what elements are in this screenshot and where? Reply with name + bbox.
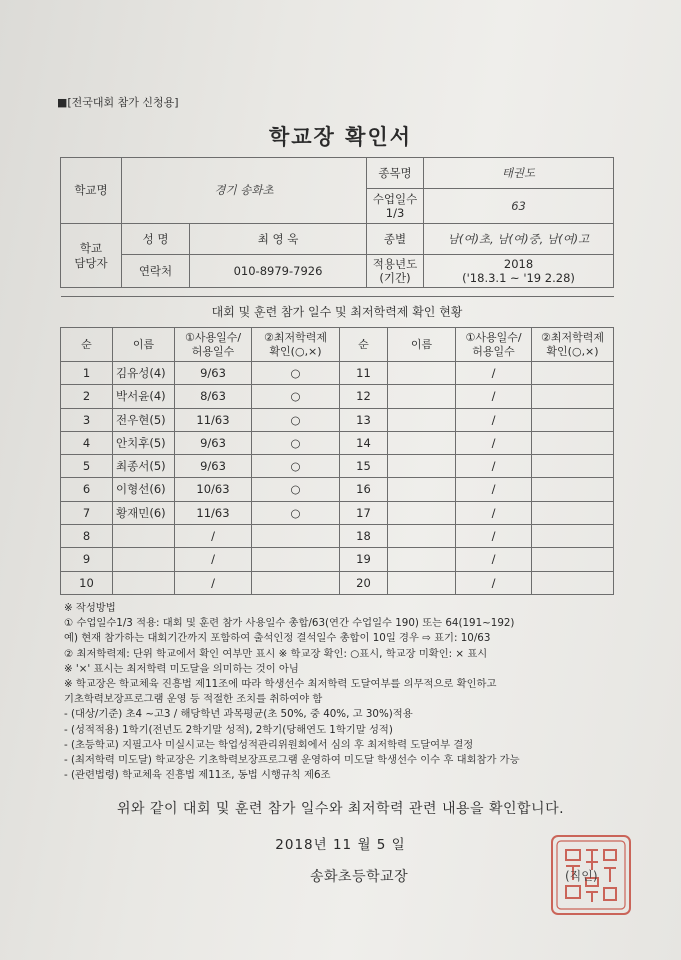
row-check — [252, 571, 340, 594]
manager-label-line2: 담당자 — [74, 255, 108, 270]
period-label — [367, 255, 424, 288]
row-check-2 — [532, 525, 614, 548]
note-line: ② 최저학력제: 단위 학교에서 확인 여부만 표시 ※ 학교장 확인: ○표시, 학교장 미확인: × 표시 — [64, 647, 488, 660]
table-row — [61, 431, 614, 454]
row-no: 1 — [61, 362, 113, 385]
row-name: 최종서(5) — [113, 455, 175, 478]
row-check: ○ — [252, 455, 340, 478]
row-no-2: 13 — [340, 408, 388, 431]
col-name: 이름 — [113, 328, 175, 362]
period-label-line2: (기간) — [379, 271, 411, 285]
row-no-2: 19 — [340, 548, 388, 571]
row-days-2: / — [456, 408, 532, 431]
table-row — [61, 478, 614, 501]
row-days: 11/63 — [175, 501, 252, 524]
note-line: - (성적적용) 1학기(전년도 2학기말 성적), 2학기(당해연도 1학기말 성적) — [64, 723, 393, 736]
table-row — [61, 571, 614, 594]
col-check-2-line2: 확인(○,×) — [546, 344, 599, 358]
row-days: / — [175, 548, 252, 571]
col-name-2: 이름 — [388, 328, 456, 362]
confirmation-text: 위와 같이 대회 및 훈련 참가 일수와 최저학력 관련 내용을 확인합니다. — [116, 801, 565, 817]
row-days: 9/63 — [175, 431, 252, 454]
row-check-2 — [532, 455, 614, 478]
row-check: ○ — [252, 408, 340, 431]
row-name: 이형선(6) — [113, 478, 175, 501]
row-name-2 — [388, 362, 456, 385]
row-no-2: 18 — [340, 525, 388, 548]
sport-label: 종목명 — [367, 158, 424, 189]
row-no-2: 12 — [340, 385, 388, 408]
row-check-2 — [532, 478, 614, 501]
note-line: - (관련법령) 학교체육 진흥법 제11조, 동법 시행규칙 제6조 — [64, 769, 331, 782]
col-days — [175, 328, 252, 362]
row-no: 2 — [61, 385, 113, 408]
days-label — [367, 189, 424, 224]
category-label: 종별 — [367, 224, 424, 255]
name-value: 최 영 욱 — [190, 224, 367, 255]
page-title: 학교장 확인서 — [268, 125, 413, 149]
row-name-2 — [388, 431, 456, 454]
row-name-2 — [388, 408, 456, 431]
period-range: ('18.3.1 ~ '19 2.28) — [462, 271, 575, 285]
table-row — [61, 362, 614, 385]
manager-label — [61, 224, 122, 288]
col-check-2 — [532, 328, 614, 362]
category-value: 남(여)초, 남(여)중, 남(여)고 — [424, 224, 614, 255]
row-days-2: / — [456, 501, 532, 524]
row-name-2 — [388, 385, 456, 408]
name-label: 성 명 — [122, 224, 190, 255]
row-name-2 — [388, 525, 456, 548]
note-line: 기초학력보장프로그램 운영 등 적절한 조치를 취하여야 함 — [64, 693, 323, 706]
table-row — [61, 525, 614, 548]
row-check: ○ — [252, 501, 340, 524]
table-row — [61, 408, 614, 431]
row-days-2: / — [456, 548, 532, 571]
col-days-2-line2: 허용일수 — [472, 344, 515, 358]
row-days: 9/63 — [175, 362, 252, 385]
row-check: ○ — [252, 431, 340, 454]
row-days-2: / — [456, 362, 532, 385]
signer-name: 송화초등학교장 — [310, 869, 409, 885]
period-value — [424, 255, 614, 288]
manager-label-line1: 학교 — [79, 241, 103, 256]
col-no-2: 순 — [340, 328, 388, 362]
row-name: 김유성(4) — [113, 362, 175, 385]
note-line: ※ 작성방법 — [64, 602, 116, 614]
row-no: 7 — [61, 501, 113, 524]
row-days: 10/63 — [175, 478, 252, 501]
row-no: 4 — [61, 431, 113, 454]
row-name — [113, 525, 175, 548]
row-no: 5 — [61, 455, 113, 478]
row-no-2: 16 — [340, 478, 388, 501]
table-row — [61, 455, 614, 478]
note-line: - (최저학력 미도달) 학교장은 기초학력보장프로그램 운영하여 미도달 학생선수 이수 후 대회참가 가능 — [64, 754, 520, 767]
col-days-2 — [456, 328, 532, 362]
table-row — [61, 385, 614, 408]
row-name-2 — [388, 501, 456, 524]
row-days: 8/63 — [175, 385, 252, 408]
row-no-2: 20 — [340, 571, 388, 594]
row-days-2: / — [456, 385, 532, 408]
row-check: ○ — [252, 362, 340, 385]
status-caption: 대회 및 훈련 참가 일수 및 최저학력제 확인 현황 — [61, 297, 614, 328]
row-no: 8 — [61, 525, 113, 548]
row-no: 6 — [61, 478, 113, 501]
row-check-2 — [532, 431, 614, 454]
contact-label: 연락처 — [122, 255, 190, 288]
school-label: 학교명 — [61, 158, 122, 224]
row-name — [113, 571, 175, 594]
row-check: ○ — [252, 385, 340, 408]
row-no-2: 14 — [340, 431, 388, 454]
col-days-2-line1: ①사용일수/ — [465, 330, 522, 344]
row-no: 9 — [61, 548, 113, 571]
days-label-line1: 수업일수 — [372, 191, 418, 206]
sport-value: 태권도 — [424, 158, 614, 189]
note-line: - (초등학교) 지필고사 미실시교는 학업성적관리위원회에서 심의 후 최저학력 도달여부 결정 — [64, 738, 474, 751]
col-no: 순 — [61, 328, 113, 362]
table-row — [61, 548, 614, 571]
row-check-2 — [532, 501, 614, 524]
col-days-line2: 허용일수 — [191, 344, 235, 358]
row-name: 박서윤(4) — [113, 385, 175, 408]
row-days-2: / — [456, 571, 532, 594]
row-check: ○ — [252, 478, 340, 501]
row-no-2: 17 — [340, 501, 388, 524]
header-tag: ■[전국대회 참가 신청용] — [57, 96, 179, 109]
row-days: / — [175, 571, 252, 594]
col-check-2-line1: ②최저학력제 — [541, 330, 604, 344]
row-check-2 — [532, 408, 614, 431]
row-days: 9/63 — [175, 455, 252, 478]
row-name-2 — [388, 548, 456, 571]
row-check-2 — [532, 385, 614, 408]
table-row — [61, 501, 614, 524]
note-line: ① 수업일수1/3 적용: 대회 및 훈련 참가 사용일수 총합/63(연간 수업일수 190) 또는 64(191~192) — [64, 617, 515, 630]
row-check-2 — [532, 548, 614, 571]
issue-date: 2018년 11 월 5 일 — [275, 837, 406, 853]
info-table — [60, 157, 614, 288]
col-check — [252, 328, 340, 362]
row-no: 10 — [61, 571, 113, 594]
note-line: ※ '×' 표시는 최저학력 미도달을 의미하는 것이 아님 — [64, 662, 299, 675]
row-days-2: / — [456, 431, 532, 454]
row-days: 11/63 — [175, 408, 252, 431]
row-name-2 — [388, 571, 456, 594]
row-days-2: / — [456, 478, 532, 501]
contact-value: 010-8979-7926 — [190, 255, 367, 288]
days-value: 63 — [424, 189, 614, 224]
row-days-2: / — [456, 525, 532, 548]
row-name: 안치후(5) — [113, 431, 175, 454]
col-days-line1: ①사용일수/ — [184, 330, 242, 344]
row-name: 전우현(5) — [113, 408, 175, 431]
row-days: / — [175, 525, 252, 548]
days-label-line2: 1/3 — [385, 206, 405, 220]
row-check — [252, 525, 340, 548]
period-year: 2018 — [503, 256, 534, 271]
row-name: 황재민(6) — [113, 501, 175, 524]
row-check — [252, 548, 340, 571]
seal-label: (직인) — [565, 869, 598, 883]
row-name — [113, 548, 175, 571]
school-value: 경기 송화초 — [122, 158, 367, 224]
instructions — [64, 601, 520, 783]
period-label-line1: 적용년도 — [372, 256, 418, 271]
row-name-2 — [388, 478, 456, 501]
row-check-2 — [532, 571, 614, 594]
row-no-2: 11 — [340, 362, 388, 385]
row-no-2: 15 — [340, 455, 388, 478]
col-check-line1: ②최저학력제 — [264, 330, 327, 344]
row-days-2: / — [456, 455, 532, 478]
note-line: 예) 현재 참가하는 대회기간까지 포함하여 출석인정 결석일수 총합이 10일 경우 ⇨ 표기: 10/63 — [64, 632, 491, 645]
row-no: 3 — [61, 408, 113, 431]
row-check-2 — [532, 362, 614, 385]
note-line: ※ 학교장은 학교체육 진흥법 제11조에 따라 학생선수 최저학력 도달여부를 의무적으로 확인하고 — [64, 678, 497, 691]
note-line: - (대상/기준) 초4 ~고3 / 해당학년 과목평균(초 50%, 중 40%, 고 30%)적용 — [64, 708, 413, 721]
col-check-line2: 확인(○,×) — [269, 344, 322, 358]
row-name-2 — [388, 455, 456, 478]
status-table — [60, 296, 614, 595]
